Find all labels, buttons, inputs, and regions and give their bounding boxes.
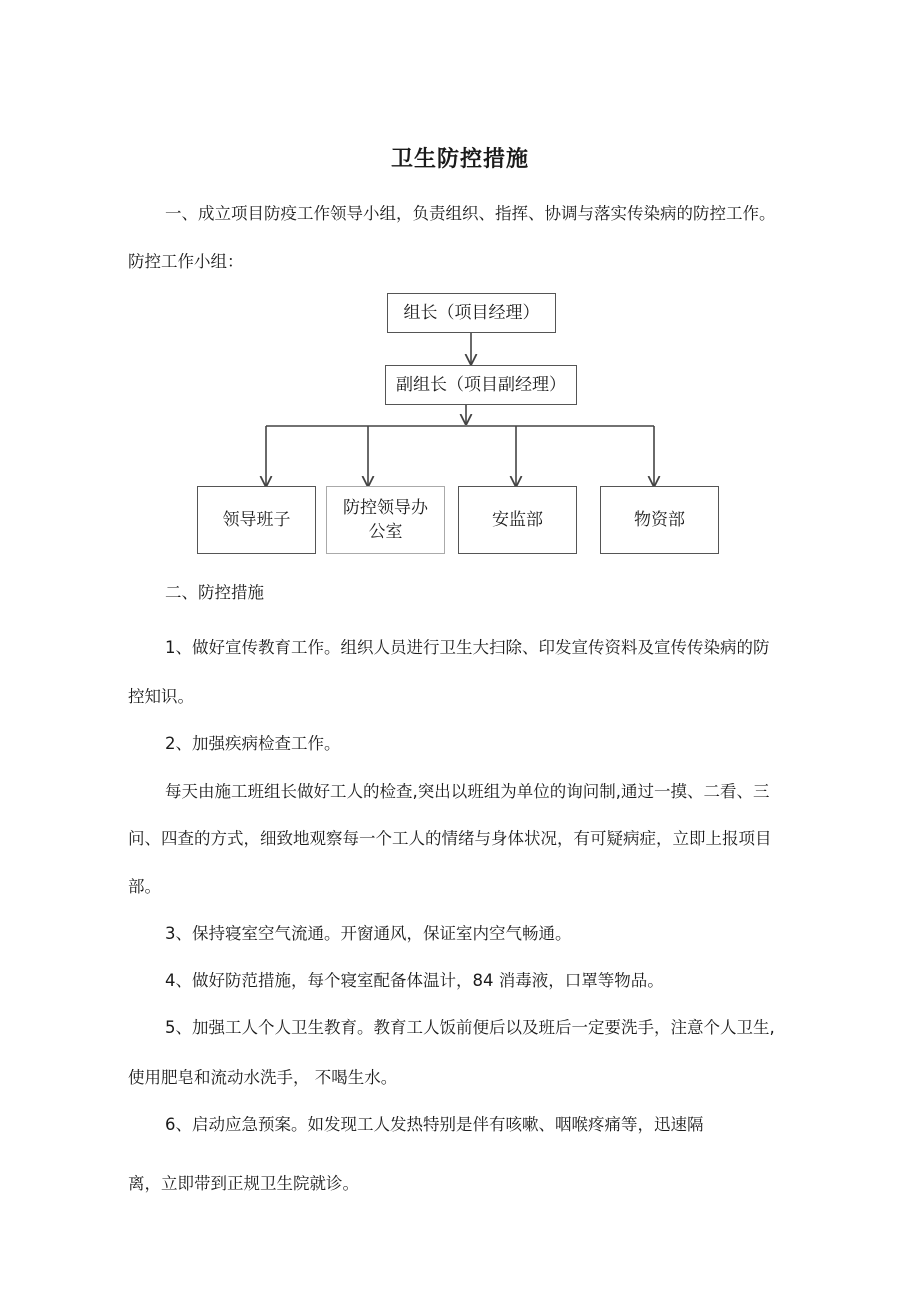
- org-box-dept: [600, 486, 719, 554]
- org-box-leader: [387, 293, 556, 333]
- measure-6-line1: 6、启动应急预案。如发现工人发热特别是伴有咳嗽、咽喉疼痛等，迅速隔: [165, 1115, 704, 1134]
- page-title: 卫生防控措施: [390, 147, 529, 172]
- org-box-dept: [326, 486, 445, 554]
- measure-3: 3、保持寝室空气流通。开窗通风，保证室内空气畅通。: [165, 924, 572, 943]
- measure-1-line2: 控知识。: [128, 687, 194, 706]
- org-dept-label: 安监部: [492, 510, 543, 530]
- org-dept-label-line2: 公室: [368, 522, 403, 542]
- measures-heading: 二、防控措施: [165, 583, 264, 602]
- org-leader-label: 组长（项目经理）: [403, 303, 540, 323]
- section1-line2: 防控工作小组：: [128, 252, 244, 271]
- org-dept-label: 领导班子: [222, 510, 291, 530]
- section1-line1: 一、成立项目防疫工作领导小组，负责组织、指挥、协调与落实传染病的防控工作。: [165, 204, 776, 223]
- measure-2-line1: 每天由施工班组长做好工人的检查,突出以班组为单位的询问制,通过一摸、二看、三: [165, 782, 770, 801]
- org-deputy-label: 副组长（项目副经理）: [396, 375, 566, 395]
- measure-2-line2: 问、四查的方式，细致地观察每一个工人的情绪与身体状况，有可疑病症，立即上报项目: [128, 829, 772, 848]
- measure-6-line2: 离，立即带到正规卫生院就诊。: [128, 1174, 359, 1193]
- org-box-dept: [197, 486, 316, 554]
- org-dept-label: 防控领导办: [343, 498, 428, 518]
- measure-5-line2: 使用肥皂和流动水洗手， 不喝生水。: [128, 1068, 398, 1087]
- measure-2-heading: 2、加强疾病检查工作。: [165, 734, 341, 753]
- org-box-deputy: [385, 365, 577, 405]
- measure-5-line1: 5、加强工人个人卫生教育。教育工人饭前便后以及班后一定要洗手，注意个人卫生,: [165, 1018, 775, 1037]
- org-box-dept: [458, 486, 577, 554]
- measure-2-line3: 部。: [128, 877, 161, 896]
- measure-1-line1: 1、做好宣传教育工作。组织人员进行卫生大扫除、印发宣传资料及宣传传染病的防: [165, 638, 770, 657]
- org-dept-label: 物资部: [634, 510, 685, 530]
- measure-4: 4、做好防范措施，每个寝室配备体温计，84 消毒液，口罩等物品。: [165, 971, 664, 990]
